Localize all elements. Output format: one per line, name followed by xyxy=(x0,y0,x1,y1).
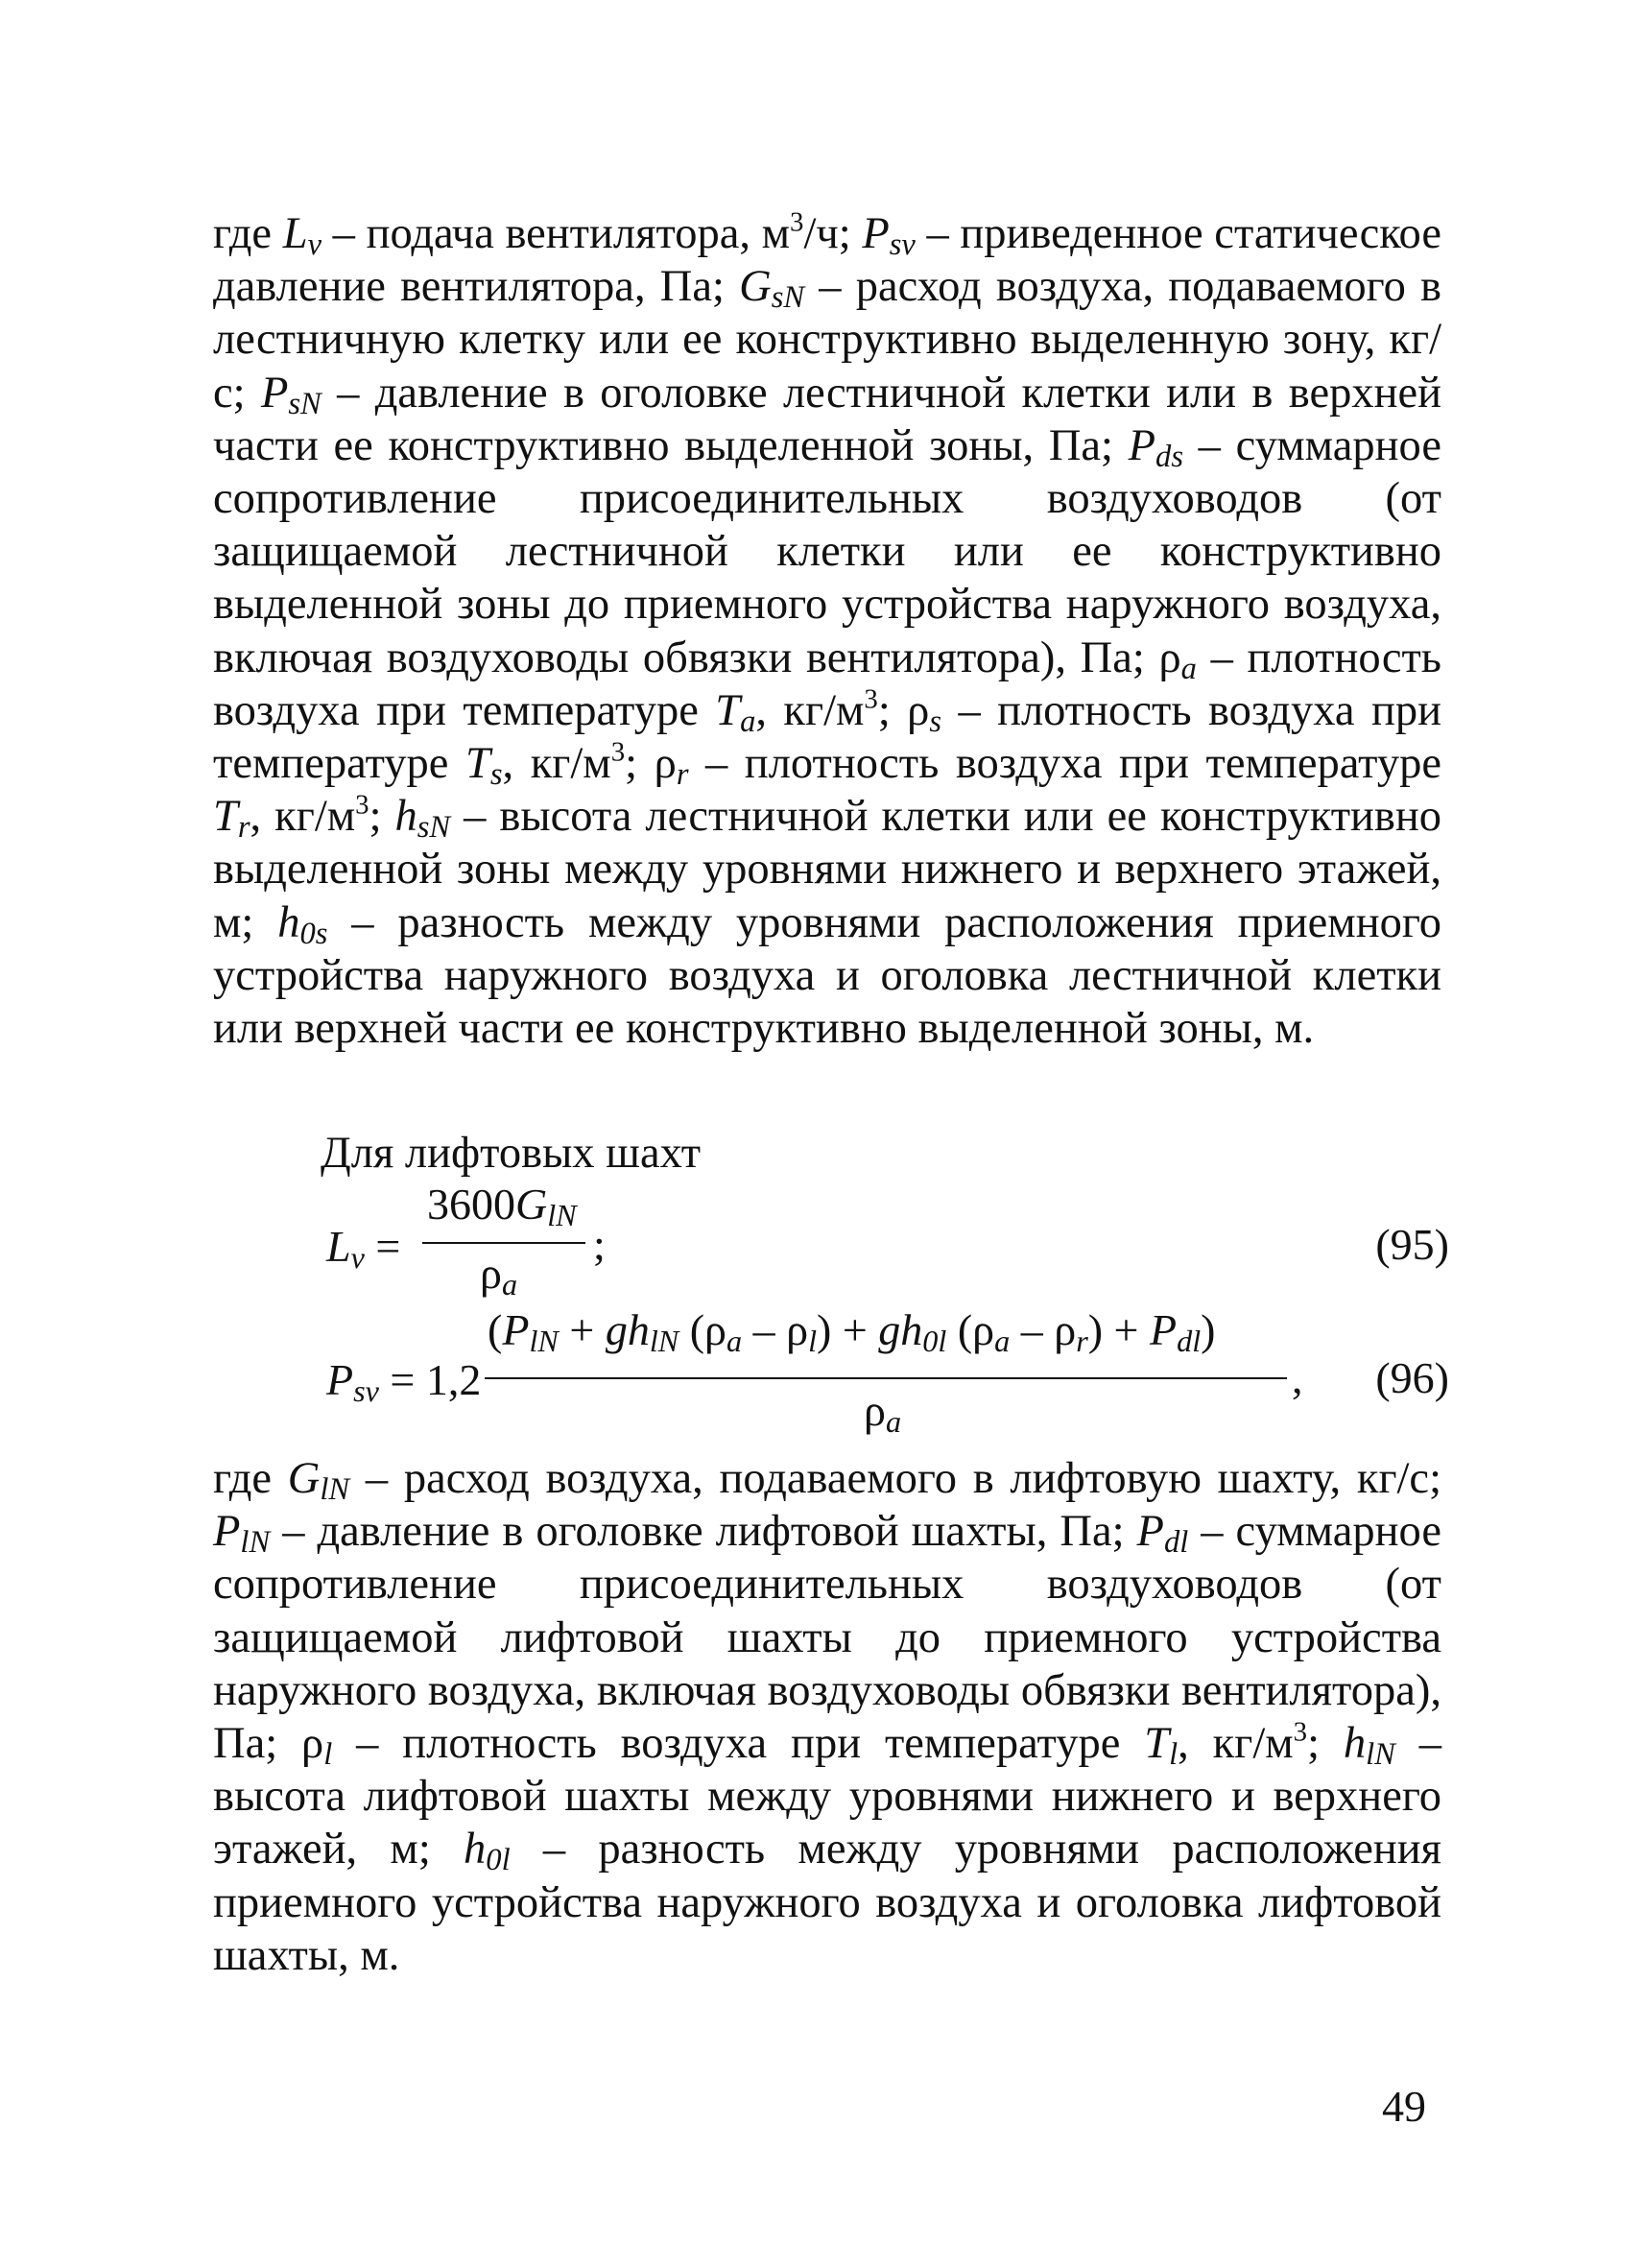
symbol-Tr: $T_r$ xyxy=(213,792,250,846)
text: – давление в оголовке лифтовой шахты, Па; xyxy=(270,1507,1137,1557)
text: – давление в оголовке лестничной клетки или в верхней части ее конструктивно выделенной зоны, Па; xyxy=(213,368,1441,470)
symbol-Lv: $L_v$ xyxy=(282,209,322,263)
equation-96 xyxy=(326,1305,1449,1452)
stairwell-definitions-paragraph xyxy=(213,207,1441,1055)
text: – плотность воздуха при температуре xyxy=(332,1719,1145,1769)
text: где xyxy=(213,1454,288,1503)
page-number: 49 xyxy=(1382,2082,1426,2131)
text: – суммарное сопротивление присоединительных воздуховодов (от защищаемой лифтовой шахты до приемного устройства наружного воздуха, включая воздуховоды обвязки вентилятора), Па; xyxy=(213,1507,1441,1769)
symbol-Psv: $P_{sv}$ xyxy=(862,209,916,263)
text: – расход воздуха, подаваемого в лифтовую шахту, кг/с; xyxy=(349,1454,1441,1503)
text: – высота лестничной клетки или ее конструктивно выделенной зоны между уровнями нижнего и верхнего этажей, м; xyxy=(213,792,1441,947)
fraction-numerator: ($P_{lN} + gh_{lN}$ $(\rho_a - \rho_l) + gh_{0l}$ $(\rho_a - \rho_r) + P_{dl}$) xyxy=(488,1305,1216,1359)
text: – плотность воздуха при температуре xyxy=(213,633,1441,735)
text: – плотность воздуха при температуре xyxy=(213,685,1441,789)
text: – высота лифтовой шахты между уровнями нижнего и верхнего этажей, м; xyxy=(213,1719,1441,1874)
text: /ч; xyxy=(803,209,863,258)
fraction-numerator: $3600G_{lN}$ xyxy=(427,1180,577,1233)
text: , кг/м xyxy=(250,792,356,842)
symbol-rho-r: $\rho_r$ xyxy=(654,739,689,793)
superscript: 3 xyxy=(864,683,878,715)
equation-number: (95) xyxy=(1375,1220,1449,1269)
superscript: 3 xyxy=(610,736,626,768)
text: – суммарное сопротивление присоединительных воздуховодов (от защищаемой лестничной клетки или ее конструктивно выделенной зоны до приемного устройства наружного воздуха, включая воздуховоды обвязки вентилятора), Па; xyxy=(213,420,1441,682)
symbol-Pdl: $P_{dl}$ xyxy=(1136,1507,1189,1561)
fraction-denominator: $\rho_a$ xyxy=(864,1386,902,1440)
text: – разность между уровнями расположения приемного устройства наружного воздуха и оголовка лестничной клетки или верхней части ее конструктивно выделенной зоны, м. xyxy=(213,897,1441,1054)
superscript: 3 xyxy=(790,206,804,238)
equation-lhs: $P_{sv} = 1,2$ xyxy=(326,1355,482,1409)
text: ; xyxy=(1307,1719,1344,1769)
text: ; xyxy=(625,739,655,789)
superscript: 3 xyxy=(1293,1716,1308,1748)
fraction-bar xyxy=(485,1377,1287,1379)
symbol-rho-a: $\rho_a$ xyxy=(1158,633,1197,686)
text: где xyxy=(213,209,283,258)
text: , кг/м xyxy=(1178,1719,1294,1769)
symbol-rho-s: $\rho_s$ xyxy=(907,685,942,739)
symbol-rho-l: $\rho_l$ xyxy=(301,1719,333,1773)
equation-number: (96) xyxy=(1375,1353,1449,1402)
symbol-Pds: $P_{ds}$ xyxy=(1128,420,1183,474)
text: – разность между уровнями расположения приемного устройства наружного воздуха и оголовка лифтовой шахты, м. xyxy=(213,1825,1442,1980)
symbol-h0s: $h_{0s}$ xyxy=(277,897,328,951)
text: – плотность воздуха при температуре xyxy=(688,739,1441,789)
text: – подача вентилятора, м xyxy=(321,209,791,258)
symbol-hsN: $h_{sN}$ xyxy=(394,792,451,846)
equation-lhs: $L_v$ = xyxy=(326,1222,401,1276)
symbol-PsN: $P_{sN}$ xyxy=(260,368,321,421)
symbol-PlN: $P_{lN}$ xyxy=(213,1507,271,1561)
text: ; xyxy=(877,685,908,735)
symbol-GsN: $G_{sN}$ xyxy=(739,262,805,316)
text: – расход воздуха, подаваемого в лестничную клетку или ее конструктивно выделенную зону, кг/с; xyxy=(213,262,1442,418)
lift-shaft-definitions-paragraph xyxy=(213,1452,1441,1982)
symbol-Ts: $T_s$ xyxy=(464,739,503,793)
symbol-h0l: $h_{0l}$ xyxy=(464,1825,511,1878)
symbol-GlN: $G_{lN}$ xyxy=(287,1454,350,1508)
lift-shafts-intro: Для лифтовых шахт xyxy=(321,1129,702,1178)
fraction-denominator: $\rho_a$ xyxy=(480,1249,518,1302)
equation-punctuation: ; xyxy=(593,1220,606,1269)
text: , кг/м xyxy=(502,739,611,789)
symbol-hlN: $h_{lN}$ xyxy=(1343,1719,1395,1773)
fraction-bar xyxy=(422,1242,585,1244)
symbol-Ta: $T_a$ xyxy=(715,685,756,739)
symbol-Tl: $T_l$ xyxy=(1144,1719,1179,1773)
superscript: 3 xyxy=(355,789,369,821)
text: ; xyxy=(369,792,395,842)
text: , кг/м xyxy=(755,685,865,735)
equation-95 xyxy=(326,1180,1449,1309)
text: – приведенное статическое давление вентилятора, Па; xyxy=(213,209,1441,312)
equation-punctuation: , xyxy=(1292,1353,1303,1402)
